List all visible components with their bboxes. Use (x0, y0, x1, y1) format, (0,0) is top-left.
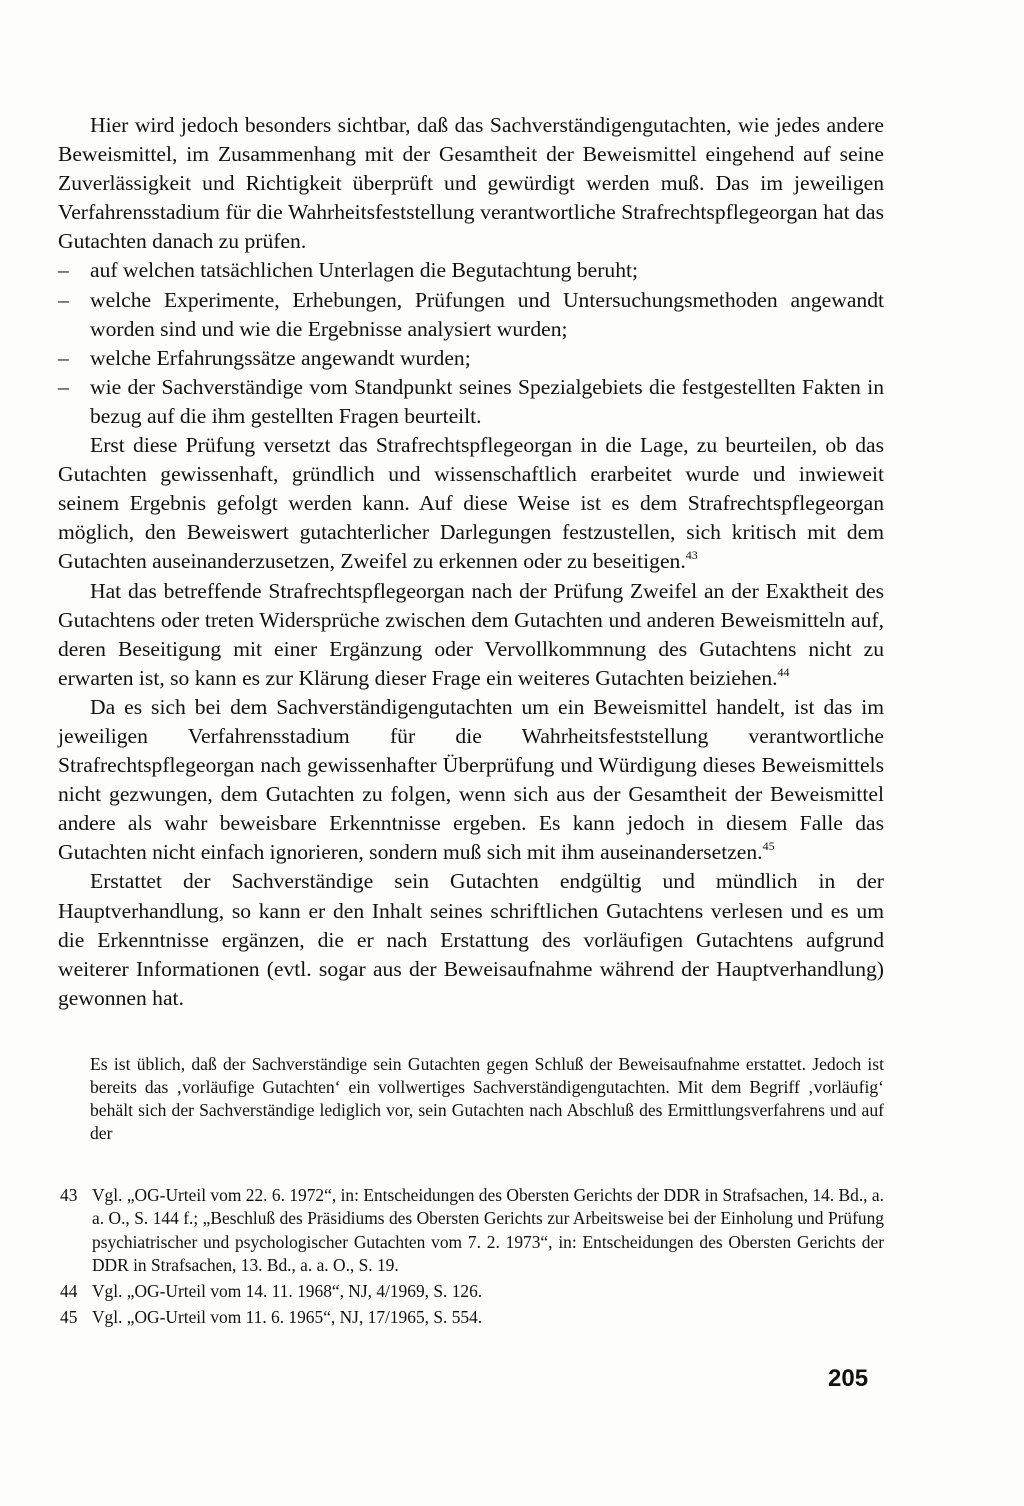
footnotes (60, 1184, 884, 1333)
footnote-ref-43[interactable]: 43 (685, 548, 698, 563)
paragraph-2 (58, 431, 884, 576)
paragraph-4-text: Da es sich bei dem Sachverständigengutachten um ein Beweismittel handelt, ist das im jeweiligen Verfahrensstadium für die Wahrheitsfeststellung verantwortliche Strafrechtspflegeorgan nach gewissenhafter Überprüfung und Würdigung dieses Beweismittels nicht gezwungen, dem Gutachten zu folgen, wenn sich aus der Gesamtheit der Beweismittel andere als wahr beweisbare Erkenntnisse ergeben. Es kann jedoch in diesem Falle das Gutachten nicht einfach ignorieren, sondern muß sich mit ihm auseinandersetzen. (58, 694, 884, 865)
paragraph-2-text: Erst diese Prüfung versetzt das Strafrechtspflegeorgan in die Lage, zu beurteilen, ob das Gutachten gewissenhaft, gründlich und wissenschaftlich erarbeitet wurde und inwieweit seinem Ergebnis gefolgt werden kann. Auf diese Weise ist es dem Strafrechtspflegeorgan möglich, den Beweiswert gutachterlicher Darlegungen festzustellen, sich kritisch mit dem Gutachten auseinanderzusetzen, Zweifel zu erkennen oder zu beseitigen. (58, 433, 884, 574)
dash-marker: – (58, 287, 69, 312)
footnote-43 (60, 1184, 884, 1277)
list-item-text: welche Experimente, Erhebungen, Prüfungen und Untersuchungsmethoden angewandt worden sind und wie die Ergebnisse analysiert wurden; (90, 287, 884, 341)
list-item-text: wie der Sachverständige vom Standpunkt seines Spezialgebiets die festgestellten Fakten in bezug auf die ihm gestellten Fragen beurteilt. (90, 374, 884, 428)
footnote-45 (60, 1306, 884, 1329)
list-item (58, 373, 884, 431)
footnote-number: 45 (60, 1307, 78, 1328)
footnote-ref-45[interactable]: 45 (762, 839, 775, 854)
paragraph-5: Erstattet der Sachverständige sein Gutachten endgültig und mündlich in der Hauptverhandlung, so kann er den Inhalt seines schriftlichen Gutachtens verlesen und es um die Erkenntnisse ergänzen, die er nach Erstattung des vorläufigen Gutachtens aufgrund weiterer Informationen (evtl. sogar aus der Beweisaufnahme während der Hauptverhandlung) gewonnen hat. (58, 869, 884, 1010)
paragraph-3 (58, 577, 884, 693)
footnote-text: Vgl. „OG-Urteil vom 14. 11. 1968“, NJ, 4/1969, S. 126. (92, 1281, 483, 1302)
list-item-text: welche Erfahrungssätze angewandt wurden; (90, 345, 471, 370)
footnote-ref-44[interactable]: 44 (777, 664, 790, 679)
list-item-text: auf welchen tatsächlichen Unterlagen die Begutachtung beruht; (90, 258, 639, 283)
dash-marker: – (58, 345, 69, 370)
paragraph-4 (58, 693, 884, 868)
footnote-44 (60, 1280, 884, 1303)
main-text (58, 111, 884, 1013)
criteria-list (58, 256, 884, 431)
paragraph-1: Hier wird jedoch besonders sichtbar, daß das Sachverständigengutachten, wie jedes andere Beweismittel, im Zusammenhang mit der Gesamtheit der Beweismittel eingehend auf seine Zuverlässigkeit und Richtigkeit überprüft und gewürdigt werden muß. Das im jeweiligen Verfahrensstadium für die Wahrheitsfeststellung verantwortliche Strafrechtspflegeorgan hat das Gutachten danach zu prüfen. (58, 113, 884, 254)
footnote-text: Vgl. „OG-Urteil vom 22. 6. 1972“, in: Entscheidungen des Obersten Gerichts der DDR in Strafsachen, 14. Bd., a. a. O., S. 144 f.; „Beschluß des Präsidiums des Obersten Gerichts zur Arbeitsweise bei der Einholung und Prüfung psychiatrischer und psychologischer Gutachten vom 7. 2. 1973“, in: Entscheidungen des Obersten Gerichts der DDR in Strafsachen, 13. Bd., a. a. O., S. 19. (92, 1185, 884, 1275)
list-item (58, 286, 884, 344)
dash-marker: – (58, 258, 69, 283)
dash-marker: – (58, 374, 69, 399)
paragraph-3-text: Hat das betreffende Strafrechtspflegeorgan nach der Prüfung Zweifel an der Exaktheit des Gutachtens oder treten Widersprüche zwischen dem Gutachten und anderen Beweismitteln auf, deren Beseitigung mit einer Ergänzung oder Vervollkommnung des Gutachtens nicht zu erwarten ist, so kann es zur Klärung dieser Frage ein weiteres Gutachten beiziehen. (58, 578, 884, 690)
list-item (58, 344, 884, 373)
footnote-text: Vgl. „OG-Urteil vom 11. 6. 1965“, NJ, 17/1965, S. 554. (92, 1307, 483, 1328)
list-item (58, 256, 884, 285)
footnote-number: 43 (60, 1185, 78, 1205)
footnote-number: 44 (60, 1281, 78, 1302)
page-number: 205 (828, 1365, 869, 1392)
small-print-paragraph: Es ist üblich, daß der Sachverständige sein Gutachten gegen Schluß der Beweisaufnahme erstattet. Jedoch ist bereits das ‚vorläufige Gutachten‘ ein vollwertiges Sachverständigengutachten. Mit dem Begriff ‚vorläufig‘ behält sich der Sachverständige lediglich vor, sein Gutachten nach Abschluß des Ermittlungsverfahrens und auf der (90, 1054, 884, 1143)
